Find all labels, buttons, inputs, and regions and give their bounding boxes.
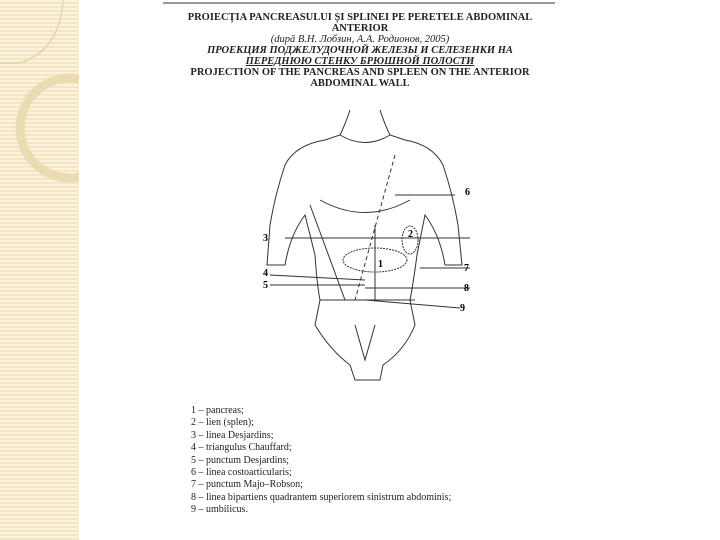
legend-item: 1 – pancreas; <box>191 405 244 416</box>
legend <box>191 405 451 517</box>
legend-item: 6 – linea costoarticularis; <box>191 467 292 479</box>
label-6: 6 <box>465 187 470 198</box>
title-en: PROJECTION OF THE PANCREAS AND SPLEEN ON THE ANTERIOR <box>190 67 530 78</box>
legend-item: 5 – punctum Desjardins; <box>191 454 290 466</box>
decorative-circles-icon <box>0 0 79 540</box>
legend-item: 7 – punctum Majo–Robson; <box>191 479 303 491</box>
divider <box>163 2 555 4</box>
label-7: 7 <box>464 263 469 274</box>
legend-item: 9 – umbilicus. <box>191 504 248 516</box>
label-9: 9 <box>460 303 465 314</box>
title-ro: PROIECȚIA PANCREASULUI ȘI SPLINEI PE PERETELE ABDOMINAL <box>187 12 533 23</box>
title-ru: ПРОЕКЦИЯ ПОДЖЕЛУДОЧНОЙ ЖЕЛЕЗЫ И СЕЛЕЗЕНКИ НА <box>207 45 513 56</box>
label-1: 1 <box>378 259 383 270</box>
legend-item: 3 – linea Desjardins; <box>191 429 274 441</box>
title-ro-2: ANTERIOR <box>331 23 389 34</box>
document-title <box>180 12 540 89</box>
label-4: 4 <box>263 268 268 279</box>
title-ru-2: ПЕРЕДНЮЮ СТЕНКУ БРЮШНОЙ ПОЛОСТИ <box>245 56 475 67</box>
legend-item: 2 – lien (splen); <box>191 417 255 429</box>
torso-diagram <box>255 95 485 395</box>
label-8: 8 <box>464 283 469 294</box>
legend-item: 8 – linea bipartiens quadrantem superiorem sinistrum abdominis; <box>191 491 452 503</box>
label-5: 5 <box>263 280 268 291</box>
label-2: 2 <box>408 229 413 240</box>
decorative-sidebar <box>0 0 79 540</box>
title-en-2: ABDOMINAL WALL <box>310 78 410 89</box>
source: (după В.Н. Лобзин, А.А. Родионов, 2005) <box>270 34 450 45</box>
legend-item: 4 – triangulus Chauffard; <box>191 442 292 454</box>
label-3: 3 <box>263 233 268 244</box>
